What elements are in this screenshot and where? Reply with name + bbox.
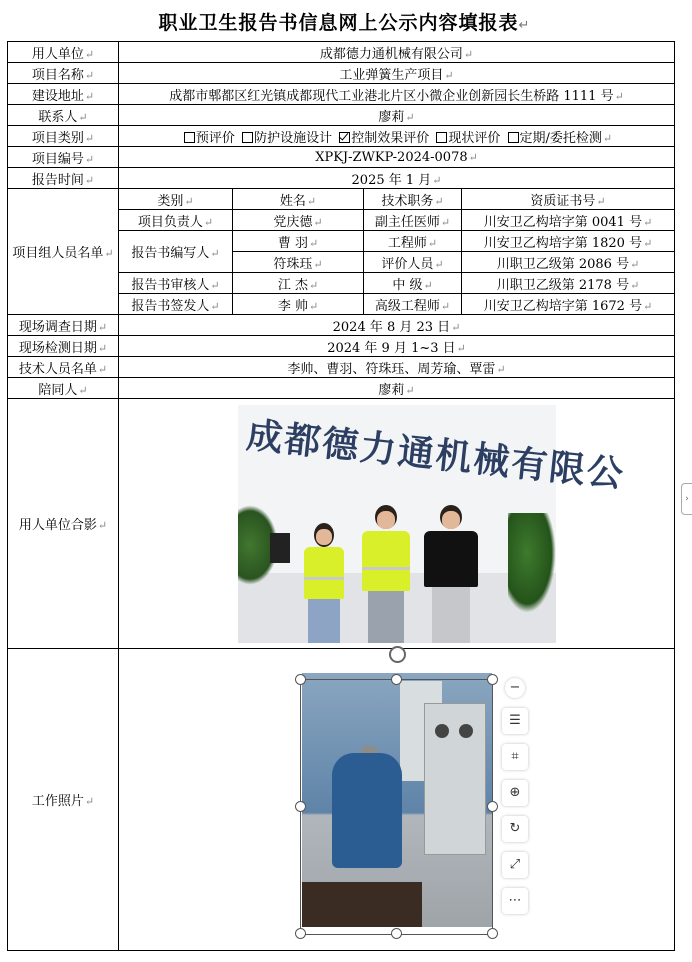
label-employer: 用人单位↵ bbox=[8, 42, 119, 63]
resize-icon[interactable]: ⤢ bbox=[502, 852, 528, 878]
label-team: 项目组人员名单↵ bbox=[8, 189, 119, 315]
label-report-time: 报告时间↵ bbox=[8, 168, 119, 189]
checkbox-control-effect[interactable] bbox=[339, 132, 350, 143]
group-photo[interactable] bbox=[238, 405, 627, 643]
label-escort: 陪同人↵ bbox=[8, 378, 119, 399]
person-figure bbox=[358, 505, 414, 643]
value-report-time[interactable]: 2025 年 1 月↵ bbox=[119, 168, 675, 189]
value-employer[interactable]: 成都德力通机械有限公司↵ bbox=[119, 42, 675, 63]
value-project-no[interactable]: XPKJ-ZWKP-2024-0078↵ bbox=[119, 147, 675, 168]
label-project-type: 项目类别↵ bbox=[8, 126, 119, 147]
resize-handle[interactable] bbox=[487, 801, 498, 812]
resize-handle[interactable] bbox=[487, 928, 498, 939]
rotate-handle[interactable] bbox=[389, 646, 406, 663]
label-project-no: 项目编号↵ bbox=[8, 147, 119, 168]
wrap-text-icon[interactable]: ☰ bbox=[502, 708, 528, 734]
label-work-photo: 工作照片↵ bbox=[8, 649, 119, 951]
resize-handle[interactable] bbox=[391, 928, 402, 939]
checkbox-status-evaluation[interactable] bbox=[436, 132, 447, 143]
person-figure bbox=[300, 523, 348, 643]
more-icon[interactable]: ⋯ bbox=[502, 888, 528, 914]
table-row: 符珠珏↵ 评价人员↵ 川职卫乙级第 2086 号↵ bbox=[8, 252, 675, 273]
resize-handle[interactable] bbox=[391, 674, 402, 685]
team-header-name: 姓名↵ bbox=[233, 189, 364, 210]
form-title: 职业卫生报告书信息网上公示内容填报表↵ bbox=[158, 12, 531, 34]
label-tech-staff: 技术人员名单↵ bbox=[8, 357, 119, 378]
resize-handle[interactable] bbox=[295, 674, 306, 685]
value-test-date[interactable]: 2024 年 9 月 1~3 日↵ bbox=[119, 336, 675, 357]
row-employer bbox=[8, 42, 675, 63]
value-project-name[interactable]: 工业弹簧生产项目↵ bbox=[119, 63, 675, 84]
team-header-category: 类别↵ bbox=[119, 189, 233, 210]
label-address: 建设地址↵ bbox=[8, 84, 119, 105]
checkbox-pre-evaluation[interactable] bbox=[184, 132, 195, 143]
table-row: 报告书审核人↵ 江 杰↵ 中 级↵ 川职卫乙级第 2178 号↵ bbox=[8, 273, 675, 294]
label-project-name: 项目名称↵ bbox=[8, 63, 119, 84]
company-sign: 成都德力通机械有限公 bbox=[244, 414, 627, 496]
team-header-cert: 资质证书号↵ bbox=[462, 189, 675, 210]
value-escort[interactable]: 廖莉↵ bbox=[119, 378, 675, 399]
resize-handle[interactable] bbox=[487, 674, 498, 685]
minus-icon[interactable]: − bbox=[505, 678, 525, 698]
label-survey-date: 现场调查日期↵ bbox=[8, 315, 119, 336]
team-header-title: 技术职务↵ bbox=[364, 189, 462, 210]
zoom-in-icon[interactable]: ⊕ bbox=[502, 780, 528, 806]
table-row: 项目负责人↵ 党庆德↵ 副主任医师↵ 川安卫乙构培字第 0041 号↵ bbox=[8, 210, 675, 231]
value-project-type: 预评价 防护设施设计 控制效果评价 现状评价 定期/委托检测↵ bbox=[119, 126, 675, 147]
value-tech-staff[interactable]: 李帅、曹羽、符珠珏、周芳瑜、覃雷↵ bbox=[119, 357, 675, 378]
checkbox-protection-design[interactable] bbox=[242, 132, 253, 143]
rotate-icon[interactable]: ↻ bbox=[502, 816, 528, 842]
crop-icon[interactable]: ⌗ bbox=[502, 744, 528, 770]
table-row: 报告书编写人↵ 曹 羽↵ 工程师↵ 川安卫乙构培字第 1820 号↵ bbox=[8, 231, 675, 252]
cell-group-photo bbox=[119, 399, 675, 649]
person-figure bbox=[420, 505, 482, 643]
label-group-photo: 用人单位合影↵ bbox=[8, 399, 119, 649]
table-row: 报告书签发人↵ 李 帅↵ 高级工程师↵ 川安卫乙构培字第 1672 号↵ bbox=[8, 294, 675, 315]
value-survey-date[interactable]: 2024 年 8 月 23 日↵ bbox=[119, 315, 675, 336]
image-selection-frame[interactable] bbox=[300, 679, 493, 935]
value-contact[interactable]: 廖莉↵ bbox=[119, 105, 675, 126]
label-contact: 联系人↵ bbox=[8, 105, 119, 126]
value-address[interactable]: 成都市郫都区红光镇成都现代工业港北片区小微企业创新园长生桥路 1111 号↵ bbox=[119, 84, 675, 105]
label-test-date: 现场检测日期↵ bbox=[8, 336, 119, 357]
checkbox-periodic-testing[interactable] bbox=[508, 132, 519, 143]
side-panel-tab[interactable]: › bbox=[681, 483, 692, 515]
resize-handle[interactable] bbox=[295, 801, 306, 812]
resize-handle[interactable] bbox=[295, 928, 306, 939]
image-toolbar bbox=[502, 678, 532, 924]
